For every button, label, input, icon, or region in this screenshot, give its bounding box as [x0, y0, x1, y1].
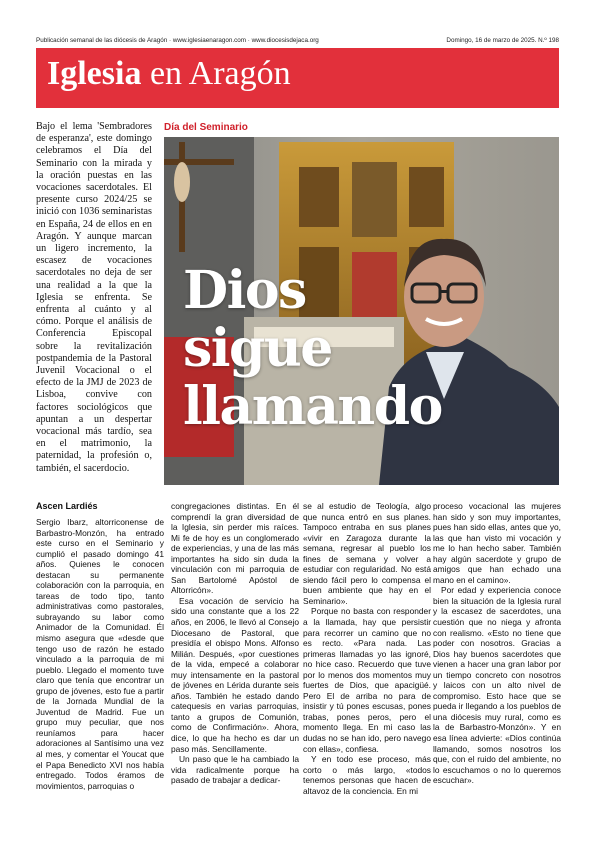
masthead-title	[47, 54, 291, 94]
headline-line: llamando	[183, 376, 442, 437]
column-paragraph: Un paso que le ha cambiado la vida radicalmente porque ha pasado de trabajar a dedicar-	[171, 754, 299, 786]
column-paragraph: Sergio Ibarz, altorriconense de Barbastro-Monzón, ha entrado este curso en el Seminario y cumplió el pasado domingo 41 años. Quienes le conocen destacan su permanente colaboración con la parroquia, en tareas de todo tipo, tanto administrativas como pastorales, subrayando su labor como Animador de la Comunidad. Él mismo asegura que «desde que tengo uso de razón he estado vinculado a la parroquia de mi pueblo. Llegado el momento tuve claro que tenía que encontrar un grupo de jóvenes, esto fue a partir de la Jornada Mundial de la Juventud de Madrid. Fue un grupo muy peculiar, que nos reuníamos para hacer adoraciones al Santísimo una vez al mes, y comentar el Youcat que el Papa Benedicto XVI nos había entregado. Todos éramos de movimientos, parroquias o	[36, 517, 164, 791]
article-column-4	[433, 501, 561, 786]
column-paragraph: Porque no basta con responder a la llamada, hay que persistir para recorrer un camino que no es recto. «Para nada. Las primeras llamadas yo las ignoré, no hice caso. Recuerdo que tuve por lo menos dos momentos muy fuertes de Dios, que apacigüé. Pero El de arriba no para de insistir y tú pones escusas, pones trabas, pones peros, pero el momento llega. En mi caso las dudas no se han ido, pero navego con ellas», confiesa.	[303, 606, 431, 754]
lead-paragraph: Bajo el lema 'Sembradores de esperanza', este domingo celebramos el Día del Seminario con la mirada y la oración puestas en las vocaciones sacerdotales. El presente curso 2024/25 se inició con 1036 seminaristas en España, 24 de ellos en en Aragón. Y aunque marcan un ligero incremento, la escasez de vocaciones sacerdotales no deja de ser una realidad a la que la Iglesia se enfrenta. Se enfrenta al cuánto y al cómo. Porque el análisis de Conferencia Episcopal sobre la revitalización postpandemia de la Pastoral Juvenil Vocacional o el efecto de la JMJ de 2023 de Lisboa, convive con factores sociológicos que apuntan a un despertar vocacional más tardío, sea en el matrimonio, la paternidad, la profesión o, también, el sacerdocio.	[36, 121, 152, 474]
masthead-title-bold: Iglesia	[47, 55, 142, 92]
article-column-1	[36, 517, 164, 791]
column-paragraph: proceso vocacional las mujeres han sido y son muy importantes, pues han sido ellas, antes que yo, las que han visto mi vocación y me lo han hecho saber. También hay algún sacerdote y grupo de amigos que han echado una mano en el camino».	[433, 501, 561, 585]
masthead	[36, 48, 559, 108]
masthead-title-rest: en Aragón	[141, 55, 291, 92]
publication-info: Publicación semanal de las diócesis de Aragón · www.iglesiaenaragon.com · www.diocesisdejaca.org	[36, 37, 319, 44]
issue-date: Domingo, 16 de marzo de 2025. N.º 198	[446, 37, 559, 44]
column-paragraph: congregaciones distintas. En él comprendí la gran diversidad de la Iglesia, sin perder mis raíces. Mi fe de hoy es un conglomerado de experiencias, y una de las más importantes ha sido sin duda la vinculación con mi parroquia de San Bartolomé Apóstol de Altorricón».	[171, 501, 299, 596]
byline: Ascen Lardiés	[36, 501, 98, 511]
section-kicker: Día del Seminario	[164, 122, 248, 133]
article-column-3	[303, 501, 431, 796]
headline-line: Dios	[183, 260, 306, 321]
column-paragraph: Esa vocación de servicio ha sido una constante que a los 22 años, en 2006, le llevó al Consejo Diocesano de Pastoral, que presidía el obispo Mons. Alfonso Milián. Después, «por cuestiones de la vida, empecé a colaborar muy intensamente en la pastoral de jóvenes en Lérida durante seis años. También he estado dando catequesis en varias parroquias, tanto a grupos de Comunión, como de Confirmación». Ahora, dice, lo que ha hecho es dar un paso más. Sencillamente.	[171, 595, 299, 754]
column-paragraph: Y en todo ese proceso, más corto o más largo, «todos tenemos personas que hacen de altavoz de la conciencia. En mi	[303, 754, 431, 796]
column-paragraph: se al estudio de Teología, algo que nunca entró en sus planes. Tampoco entraba en sus planes «vivir en Zaragoza durante la semana, regresar al pueblo los fines de semana y volver a estudiar con regularidad. No está siendo fácil pero lo compensa el buen ambiente que hay en el Seminario».	[303, 501, 431, 606]
headline	[183, 262, 503, 436]
column-paragraph: Por edad y experiencia conoce bien la situación de la Iglesia rural y la escasez de sacerdotes, una cuestión que no niega y afronta con realismo. «Esto no tiene que poder con nosotros. Gracias a Dios hay buenos sacerdotes que vienen a hacer una gran labor por un tiempo concreto con nosotros y laicos con un alto nivel de compromiso. Esto hace que se pueda ir llegando a los pueblos de una diócesis muy rural, como es la de Barbastro-Monzón». Y en esa línea advierte: «Dios continúa llamando, somos nosotros los que, con el ruido del ambiente, no lo escuchamos o no lo queremos escuchar».	[433, 585, 561, 786]
headline-line: sigue	[183, 318, 332, 379]
article-column-2	[171, 501, 299, 786]
